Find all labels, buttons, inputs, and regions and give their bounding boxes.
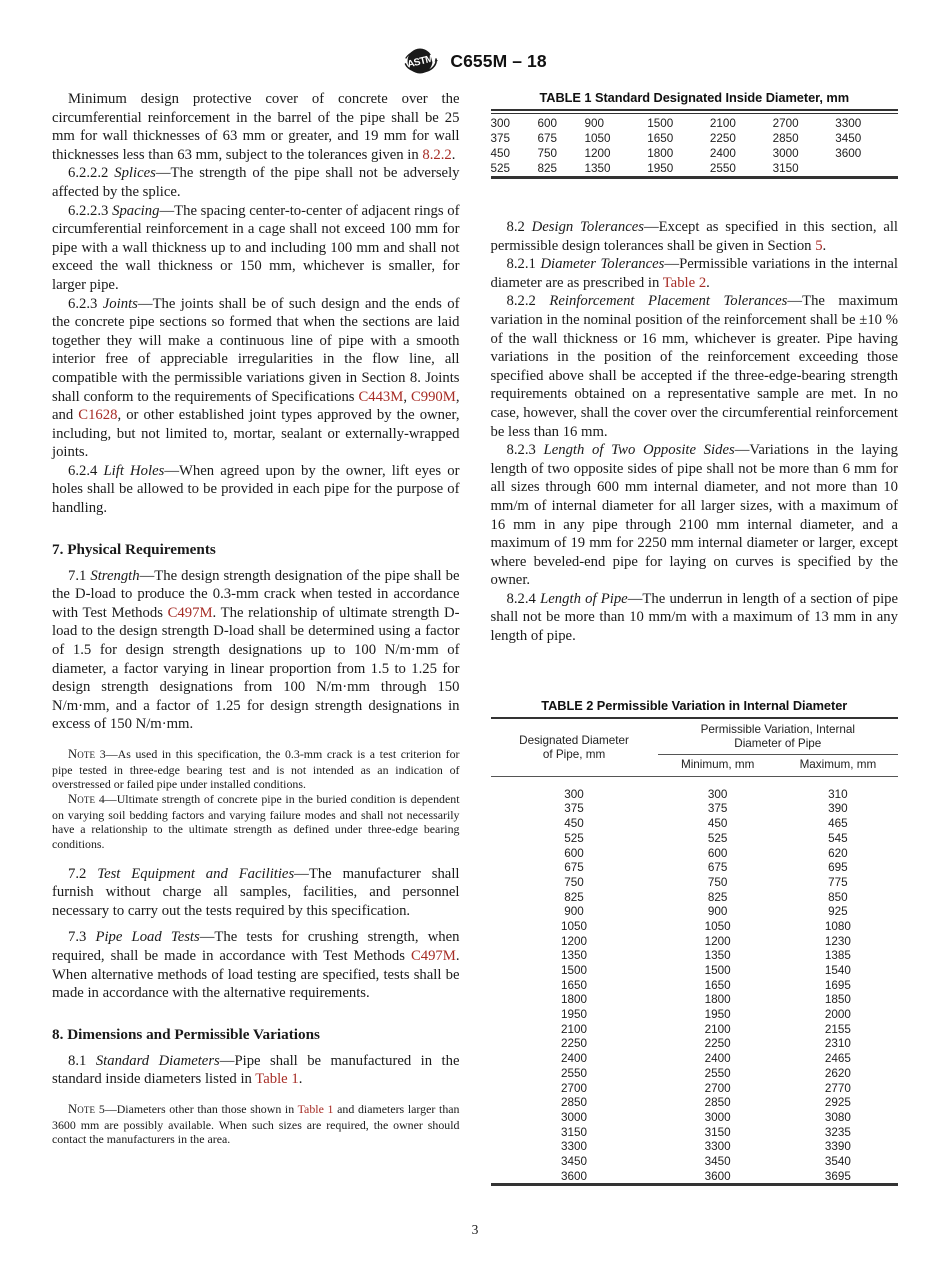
table-cell: 1230 xyxy=(824,934,851,948)
note-3 xyxy=(52,747,460,792)
xref-c443m[interactable]: C443M xyxy=(358,388,404,405)
xref-8-2-2[interactable]: 8.2.2 xyxy=(422,146,452,163)
note-4 xyxy=(52,792,460,852)
table-cell: 2400 xyxy=(709,146,736,160)
table-2 xyxy=(491,719,899,1184)
table-cell: 3080 xyxy=(824,1110,851,1124)
table-cell: 2100 xyxy=(709,116,736,130)
table-cell: 2250 xyxy=(561,1037,588,1051)
table-cell: 2850 xyxy=(772,131,799,145)
table-cell: 1200 xyxy=(704,934,731,948)
clause-title: Reinforcement Placement Tolerances xyxy=(549,293,788,310)
table-cell: 925 xyxy=(828,905,848,919)
paragraph-text: —The underrun in length of a section of pipe shall not be more than 10 mm/m with a maximum of 13 mm in any length of pipe. xyxy=(490,590,899,645)
table-row xyxy=(491,1051,899,1066)
table-cell: 675 xyxy=(537,131,558,145)
table-row xyxy=(491,1022,899,1037)
paragraph-text: —Permissible variations in the internal diameter are as prescribed in xyxy=(490,256,898,291)
table-row xyxy=(491,1169,899,1184)
paragraph-text: —Variations in the laying length of two opposite sides of pipe shall not be more than 6 mm for all sizes through 600 mm internal diameter, and not more than 10 mm/m of internal diameter for all larger sizes, with a maximum of 16 mm in any pipe through 2100 mm internal diameter, and a maximum of 19 mm for 2250 mm internal diameter or larger, except where beveled-end pipe for laying on curves is specified by the owner. xyxy=(490,442,898,589)
clause-title: Diameter Tolerances xyxy=(540,256,665,273)
paragraph-text: —The manufacturer shall furnish without charge all samples, facilities, and personnel necessary to carry out the tests required by this specification. xyxy=(52,865,460,919)
table-cell: 1500 xyxy=(647,116,674,130)
table-2-container xyxy=(491,698,899,1187)
table-cell: 2550 xyxy=(709,161,736,175)
table-cell: 3235 xyxy=(824,1125,851,1139)
paragraph-text-tail: . The relationship of ultimate strength D-load to the design strength D-load shall be determined using a factor of 1.5 for design strength designations up to 100 N/m·mm of diameter, a factor varying in linear proportion from 1.5 to 1.25 for design strength designations from 100 N/m·mm through 150 N/m·mm, and a factor of 1.25 for design strength designations in excess of 150 N/m·mm. xyxy=(52,604,460,733)
table-cell: 1050 xyxy=(561,919,588,933)
table-row xyxy=(491,948,899,963)
table-cell: 1650 xyxy=(704,978,731,992)
table-cell: 600 xyxy=(707,846,728,860)
table-cell: 1385 xyxy=(824,949,851,963)
clause-title: Pipe Load Tests xyxy=(95,929,200,946)
paragraph-8-2-design-tolerances xyxy=(491,218,899,255)
table-row xyxy=(491,802,899,817)
table-1-title: TABLE 1 Standard Designated Inside Diameter, mm xyxy=(539,90,850,105)
table-cell: 2700 xyxy=(704,1081,731,1095)
clause-title: Test Equipment and Facilities xyxy=(97,865,295,882)
table-2-col1-header: Designated Diameter of Pipe, mm xyxy=(519,734,629,762)
table-2-body xyxy=(491,776,899,1183)
table-cell: 3600 xyxy=(561,1169,588,1183)
xref-c1628[interactable]: C1628 xyxy=(78,407,118,424)
table-cell: 2465 xyxy=(824,1052,851,1066)
clause-number: 6.2.2.3 xyxy=(68,202,109,219)
table-cell: 2400 xyxy=(704,1052,731,1066)
table-cell: 2925 xyxy=(824,1096,851,1110)
table-row xyxy=(491,904,899,919)
table-cell: 3150 xyxy=(704,1125,731,1139)
paragraph-protective-cover xyxy=(52,90,460,164)
paragraph-text: —The maximum variation in the nominal position of the reinforcement shall be ±10 % of the wall thickness or 16 mm, whichever is greater. Pipe having variations in the position of the reinforcement exceeding those specified above shall be accepted if the three-edge-bearing strength requirements obtained on a representative sample are met. In no case, however, shall the cover over the circumferential reinforcement be less than 16 mm. xyxy=(490,293,898,440)
table-cell: 675 xyxy=(564,861,584,875)
clause-title: Lift Holes xyxy=(103,462,165,479)
clause-title: Joints xyxy=(102,295,138,312)
paragraph-text-tail: . xyxy=(706,274,710,291)
paragraph-text-tail: . xyxy=(822,237,827,254)
table-cell: 450 xyxy=(564,817,584,831)
table-row xyxy=(491,846,899,861)
note-label: Note xyxy=(68,1101,96,1116)
paragraph-text: —When agreed upon by the owner, lift eyes or holes shall be allowed to be provided in each pipe for the purpose of handling. xyxy=(52,462,460,517)
paragraph-text: —The strength of the pipe shall not be adversely affected by the splice. xyxy=(52,165,460,200)
table-cell: 1050 xyxy=(704,919,731,933)
table-cell: 3540 xyxy=(824,1154,851,1168)
table-cell: 375 xyxy=(707,802,728,816)
table-cell: 450 xyxy=(707,817,728,831)
note-text-tail: and diameters larger than 3600 mm are possibly available. When such sizes are required, the owner should contact the manufacturers in the area. xyxy=(52,1101,460,1147)
paragraph-text: —The spacing center-to-center of adjacent rings of circumferential reinforcement in a cage shall not exceed 100 mm for pipe with a wall thickness up to and including 100 mm and shall not exceed the wall thickness or 150 mm, whichever is smaller, for larger pipe. xyxy=(52,202,460,293)
table-cell: 450 xyxy=(490,146,511,160)
table-cell: 750 xyxy=(707,875,728,889)
note-number: 3 xyxy=(95,747,106,761)
table-row xyxy=(491,831,899,846)
table-cell: 2700 xyxy=(772,116,799,130)
clause-number: 6.2.4 xyxy=(68,462,98,479)
document-designation: C655M – 18 xyxy=(450,50,547,71)
table-cell: 3000 xyxy=(772,146,799,160)
table-cell: 3300 xyxy=(704,1140,731,1154)
table-row xyxy=(491,860,899,875)
table-cell: 525 xyxy=(707,831,728,845)
table-cell: 300 xyxy=(564,787,584,801)
table-2-title: TABLE 2 Permissible Variation in Internal Diameter xyxy=(541,697,848,713)
clause-number: 8.2.4 xyxy=(506,590,536,607)
clause-title: Design Tolerances xyxy=(531,219,644,236)
table-cell: 1950 xyxy=(561,1008,588,1022)
table-cell: 2620 xyxy=(824,1066,851,1080)
table-2-head xyxy=(491,719,899,777)
table-row xyxy=(491,1081,899,1096)
table-row xyxy=(491,875,899,890)
table-cell: 3000 xyxy=(561,1110,588,1124)
paragraph-6-2-2-2-splices xyxy=(52,164,460,201)
clause-title: Strength xyxy=(90,567,140,584)
table-cell: 2400 xyxy=(561,1052,588,1066)
table-cell: 600 xyxy=(537,116,558,130)
table-cell: 825 xyxy=(707,890,728,904)
astm-logo-icon xyxy=(403,46,439,76)
table-row xyxy=(491,1066,899,1081)
table-2-group-header: Permissible Variation, Internal Diameter of Pipe xyxy=(658,719,898,755)
table-cell: 1500 xyxy=(704,964,731,978)
table-row xyxy=(491,1110,899,1125)
paragraph-8-2-1-diameter-tolerances xyxy=(491,255,899,292)
table-cell: 1850 xyxy=(824,993,851,1007)
table-cell: 2550 xyxy=(704,1066,731,1080)
table-cell: 3450 xyxy=(835,131,862,145)
table-row xyxy=(491,776,899,801)
table-cell: 3390 xyxy=(824,1140,851,1154)
table-cell: 2100 xyxy=(704,1022,731,1036)
table-cell: 2770 xyxy=(824,1081,851,1095)
clause-number: 6.2.2.2 xyxy=(68,165,109,182)
paragraph-text-tail: . When alternative methods of load testing are specified, tests shall be made in accordance with the alternative requirements. xyxy=(52,947,460,1002)
note-number: 4 xyxy=(95,791,105,806)
table-cell: 3150 xyxy=(772,161,799,175)
xref-table-2[interactable]: Table 2 xyxy=(662,274,707,291)
table-cell: 3600 xyxy=(704,1169,731,1183)
clause-title: Standard Diameters xyxy=(95,1052,220,1069)
table-cell: 300 xyxy=(490,116,511,130)
paragraph-8-2-2-reinforcement-placement xyxy=(491,292,899,441)
note-label: Note xyxy=(68,747,96,761)
clause-title: Length of Pipe xyxy=(540,590,628,607)
table-row xyxy=(491,978,899,993)
table-row xyxy=(491,963,899,978)
table-cell: 545 xyxy=(828,831,848,845)
table-cell: 775 xyxy=(828,875,848,889)
table-row xyxy=(491,993,899,1008)
clause-number: 8.2.1 xyxy=(506,256,536,273)
table-cell: 1540 xyxy=(824,964,851,978)
table-row xyxy=(491,1139,899,1154)
table-cell: 3000 xyxy=(704,1110,731,1124)
paragraph-text: Minimum design protective cover of concrete over the circumferential reinforcement in the barrel of the pipe shall be 25 mm for wall thicknesses of 63 mm or greater, and 19 mm for wall thicknesses less than 63 mm, subject to the tolerances given in xyxy=(52,91,460,163)
clause-number: 7.1 xyxy=(68,567,87,584)
xref-section-5[interactable]: 5 xyxy=(815,237,823,254)
clause-title: Length of Two Opposite Sides xyxy=(543,442,735,459)
table-cell: 825 xyxy=(564,890,584,904)
left-column xyxy=(52,90,460,1147)
table-2-rule-top xyxy=(491,717,899,1187)
svg-text:ASTM: ASTM xyxy=(406,53,435,71)
table-cell: 2310 xyxy=(824,1037,851,1051)
table-cell: 390 xyxy=(828,802,848,816)
note-text: —As used in this specification, the 0.3-mm crack is a test criterion for pipe tested in three-edge bearing test and is not intended as an indication of overstressed or failed pipe under installed conditions. xyxy=(52,747,460,792)
paragraph-6-2-2-3-spacing xyxy=(52,202,460,295)
clause-number: 7.3 xyxy=(68,929,87,946)
table-row xyxy=(491,919,899,934)
paragraph-8-1-standard-diameters xyxy=(52,1052,460,1089)
xref-c497m[interactable]: C497M xyxy=(167,604,213,621)
right-column xyxy=(491,90,899,1186)
table-row xyxy=(491,1125,899,1140)
table-cell: 1350 xyxy=(561,949,588,963)
table-cell: 1500 xyxy=(561,964,588,978)
table-cell: 900 xyxy=(707,905,728,919)
clause-number: 8.1 xyxy=(68,1052,87,1069)
xref-c990m[interactable]: C990M xyxy=(410,388,456,405)
table-cell: 525 xyxy=(490,161,511,175)
table-cell: 310 xyxy=(828,787,848,801)
table-cell: 3600 xyxy=(835,146,862,160)
table-cell: 2550 xyxy=(561,1066,588,1080)
note-text: —Diameters other than those shown in xyxy=(104,1101,298,1116)
note-5 xyxy=(52,1102,460,1147)
table-cell: 1200 xyxy=(584,146,611,160)
table-cell: 465 xyxy=(828,817,848,831)
table-cell: 2850 xyxy=(561,1096,588,1110)
table-cell: 2155 xyxy=(824,1022,851,1036)
table-row xyxy=(491,1154,899,1169)
table-cell: 1695 xyxy=(824,978,851,992)
table-cell: 300 xyxy=(707,787,728,801)
table-2-header-row-1 xyxy=(491,719,899,755)
table-cell: 1800 xyxy=(561,993,588,1007)
clause-title: Spacing xyxy=(112,202,160,219)
table-cell: 3450 xyxy=(561,1154,588,1168)
table-2-rule-bottom xyxy=(491,1183,899,1186)
paragraph-6-2-4-lift-holes xyxy=(52,462,460,518)
clause-number: 7.2 xyxy=(68,865,87,882)
paragraph-text-tail: . xyxy=(298,1071,303,1088)
table-row xyxy=(491,1095,899,1110)
table-cell: 2250 xyxy=(704,1037,731,1051)
paragraph-text: —The tests for crushing strength, when required, shall be made in accordance with Test Methods xyxy=(52,929,460,964)
table-row xyxy=(491,146,899,161)
content-columns xyxy=(52,90,898,1186)
xref-table-1[interactable]: Table 1 xyxy=(297,1101,334,1116)
table-cell: 1080 xyxy=(824,919,851,933)
table-cell: 525 xyxy=(564,831,584,845)
table-1 xyxy=(491,113,899,176)
xref-c497m[interactable]: C497M xyxy=(410,947,456,964)
table-row xyxy=(491,890,899,905)
table-cell: 750 xyxy=(564,875,584,889)
paragraph-text-tail: . xyxy=(451,146,456,163)
note-number: 5 xyxy=(95,1101,105,1116)
table-2-subheader-maximum: Maximum, mm xyxy=(799,757,877,771)
table-row xyxy=(491,131,899,146)
heading-section-7: 7. Physical Requirements xyxy=(52,540,216,558)
paragraph-7-2-test-equipment xyxy=(52,865,460,921)
paragraph-8-2-4-length-of-pipe xyxy=(491,590,899,646)
table-cell: 3450 xyxy=(704,1154,731,1168)
table-cell xyxy=(835,161,898,176)
table-cell: 2100 xyxy=(561,1022,588,1036)
table-cell: 2700 xyxy=(561,1081,588,1095)
table-cell: 1650 xyxy=(561,978,588,992)
table-cell: 675 xyxy=(707,861,728,875)
xref-table-1[interactable]: Table 1 xyxy=(255,1071,299,1088)
paragraph-8-2-3-two-opposite-sides xyxy=(491,441,899,590)
table-cell: 375 xyxy=(564,802,584,816)
table-2-subheader-minimum: Minimum, mm xyxy=(680,757,755,771)
table-row xyxy=(491,934,899,949)
table-cell: 3150 xyxy=(561,1125,588,1139)
table-1-rule-top xyxy=(491,109,899,179)
clause-title: Splices xyxy=(114,165,156,182)
clause-number: 6.2.3 xyxy=(68,295,98,312)
paragraph-7-1-strength xyxy=(52,567,460,734)
table-row xyxy=(491,816,899,831)
table-1-body xyxy=(491,114,899,176)
page-header xyxy=(0,44,950,78)
table-cell: 1950 xyxy=(647,161,674,175)
table-cell: 900 xyxy=(584,116,605,130)
separator: , xyxy=(403,388,411,405)
table-cell: 375 xyxy=(490,131,511,145)
paragraph-text: —The design strength designation of the pipe shall be the D-load to produce the 0.3-mm crack when tested in accordance with Test Methods xyxy=(52,567,460,621)
page-number: 3 xyxy=(471,1222,479,1237)
note-label: Note xyxy=(68,791,96,806)
paragraph-text-tail: , or other established joint types approved by the owner, including, but not limited to, mortar, sealant or externally-wrapped joints. xyxy=(52,407,460,461)
table-row xyxy=(491,1007,899,1022)
table-cell: 850 xyxy=(828,890,848,904)
clause-number: 8.2.2 xyxy=(506,293,536,310)
table-row xyxy=(491,1037,899,1052)
paragraph-text: —Except as specified in this section, all permissible design tolerances shall be given in Section xyxy=(490,219,899,254)
table-cell: 750 xyxy=(537,146,558,160)
table-cell: 1050 xyxy=(584,131,611,145)
table-row xyxy=(491,161,899,176)
table-cell: 2250 xyxy=(709,131,736,145)
table-cell: 1950 xyxy=(704,1008,731,1022)
table-cell: 825 xyxy=(537,161,558,175)
table-row xyxy=(491,114,899,131)
table-cell: 1200 xyxy=(561,934,588,948)
table-cell: 620 xyxy=(828,846,848,860)
table-cell: 3300 xyxy=(835,116,862,130)
paragraph-7-3-pipe-load-tests xyxy=(52,928,460,1002)
table-cell: 1800 xyxy=(647,146,674,160)
separator: , and xyxy=(52,388,460,424)
table-cell: 1650 xyxy=(647,131,674,145)
table-cell: 3695 xyxy=(824,1169,851,1183)
paragraph-text: —Pipe shall be manufactured in the standard inside diameters listed in xyxy=(52,1052,460,1088)
table-1-container xyxy=(491,90,899,179)
paragraph-6-2-3-joints xyxy=(52,295,460,462)
clause-number: 8.2 xyxy=(506,219,525,236)
table-cell: 1800 xyxy=(704,993,731,1007)
clause-number: 8.2.3 xyxy=(506,442,536,459)
table-cell: 2000 xyxy=(824,1008,851,1022)
table-cell: 3300 xyxy=(561,1140,588,1154)
note-text: —Ultimate strength of concrete pipe in the buried condition is dependent on varying soil bedding factors and varying failure modes and shall not necessarily have a relationship to the ultimate strength as defined under three-edge bearing conditions. xyxy=(52,791,460,851)
table-cell: 2850 xyxy=(704,1096,731,1110)
table-cell: 1350 xyxy=(704,949,731,963)
heading-section-8: 8. Dimensions and Permissible Variations xyxy=(52,1025,320,1043)
paragraph-text: —The joints shall be of such design and the ends of the concrete pipe sections so formed that when the sections are laid together they will make a continuous line of pipe with a smooth interior free of appreciable irregularities in the flow line, all compatible with the permissible variations given in Section 8. Joints shall conform to the requirements of Specifications xyxy=(52,295,460,405)
table-cell: 900 xyxy=(564,905,584,919)
table-cell: 1350 xyxy=(584,161,611,175)
table-cell: 695 xyxy=(828,861,848,875)
table-cell: 600 xyxy=(564,846,584,860)
